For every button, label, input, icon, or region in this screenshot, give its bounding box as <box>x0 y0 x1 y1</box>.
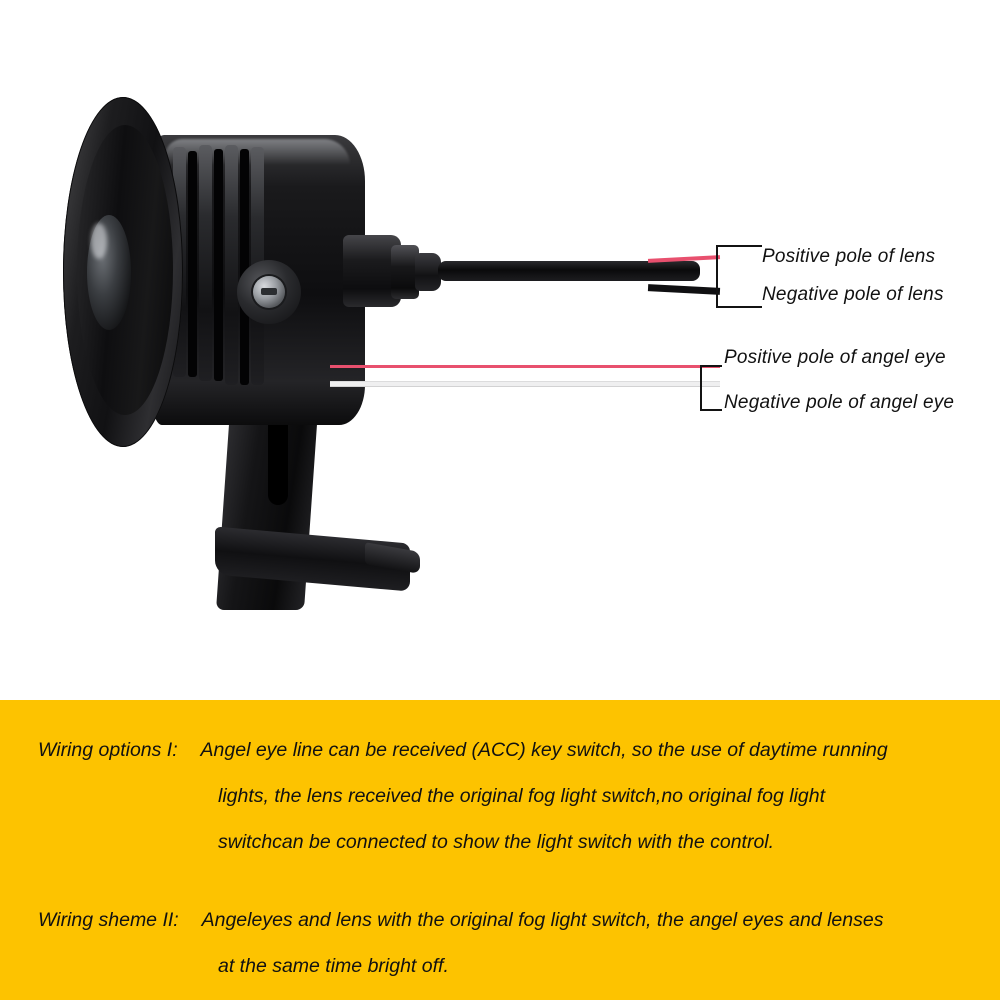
lens-cable <box>438 261 700 281</box>
wiring-notes-panel <box>0 700 1000 1000</box>
wiring-note-1-line-3: switchcan be connected to show the light switch with the control. <box>218 831 775 853</box>
leader-line-angel-eye-positive <box>700 365 722 367</box>
wiring-note-1 <box>38 728 968 866</box>
lens-highlight <box>91 223 107 259</box>
heatsink-fin <box>225 145 238 385</box>
wiring-note-1-line-1: Angel eye line can be received (ACC) key switch, so the use of daytime running <box>200 739 888 761</box>
wiring-note-2-line-1: Angeleyes and lens with the original fog light switch, the angel eyes and lenses <box>201 909 884 931</box>
wiring-note-2-line-2: at the same time bright off. <box>218 955 449 977</box>
angel-eye-negative-wire <box>330 381 720 387</box>
leader-line-lens-negative <box>716 306 762 308</box>
leader-line-angel-eye-bracket <box>700 365 702 410</box>
lens-negative-wire <box>648 284 720 295</box>
wiring-note-2 <box>38 898 968 990</box>
wiring-note-1-label: Wiring options I: <box>38 739 178 761</box>
heatsink-fin-gap <box>188 151 197 377</box>
wiring-note-1-line-2: lights, the lens received the original fog light switch,no original fog light <box>218 785 826 807</box>
pivot-screw-slot <box>261 288 277 295</box>
heatsink-fin-gap <box>214 149 223 381</box>
fog-lamp-product-image <box>55 95 475 585</box>
leader-line-angel-eye-negative <box>700 409 722 411</box>
callout-angel-eye-negative: Negative pole of angel eye <box>724 392 955 413</box>
callout-lens-positive: Positive pole of lens <box>762 246 936 267</box>
leader-line-lens-bracket <box>716 245 718 307</box>
angel-eye-positive-wire <box>330 365 720 368</box>
leader-line-lens-positive <box>716 245 762 247</box>
callout-angel-eye-positive: Positive pole of angel eye <box>724 347 946 368</box>
wiring-note-2-label: Wiring sheme II: <box>38 909 179 931</box>
callout-lens-negative: Negative pole of lens <box>762 284 944 305</box>
heatsink-fin <box>199 145 212 381</box>
